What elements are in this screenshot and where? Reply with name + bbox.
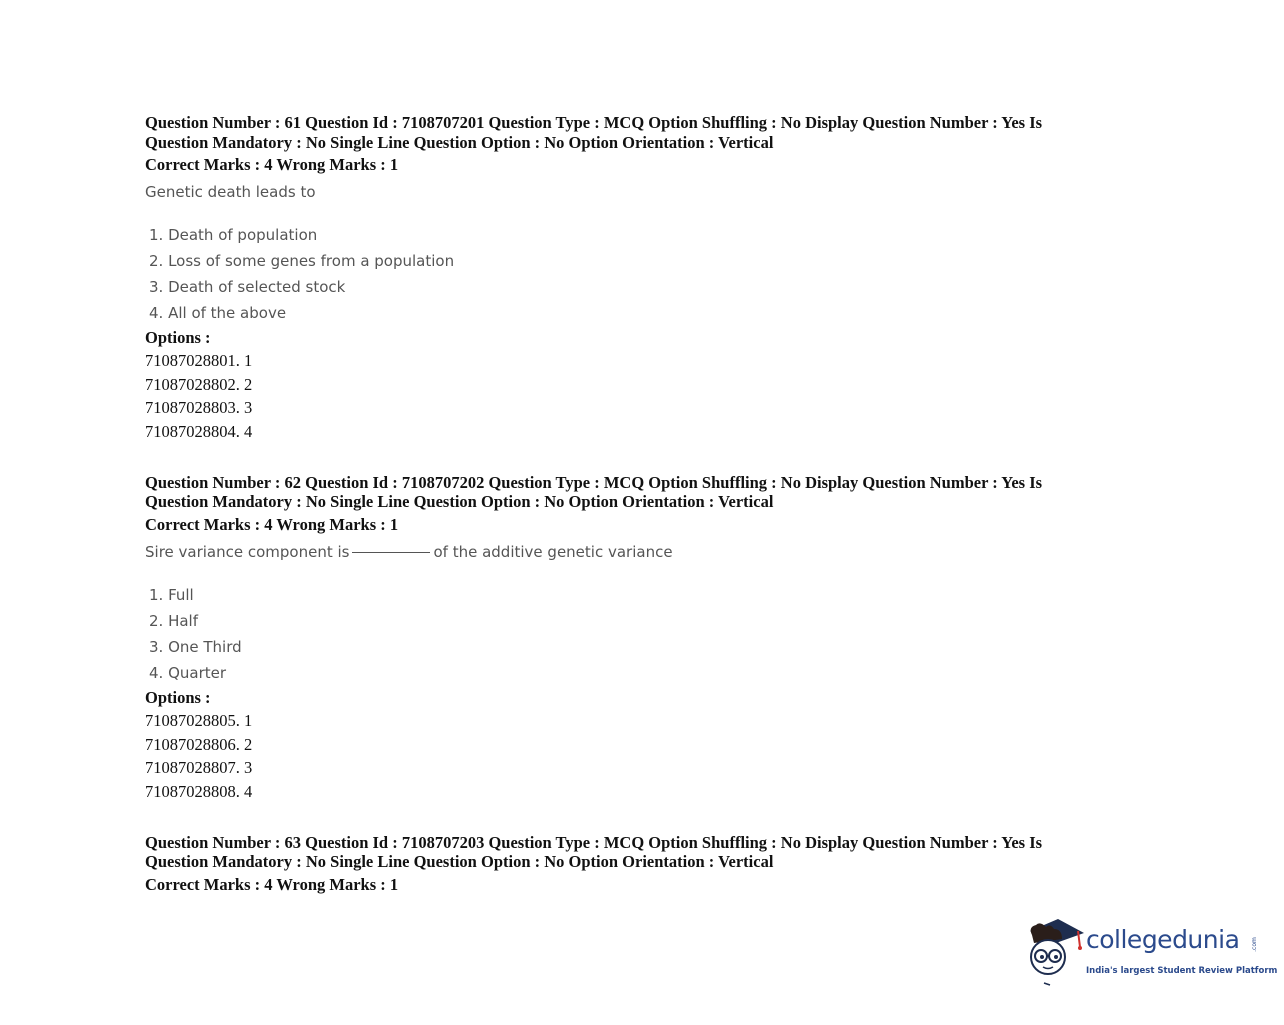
question-meta: Question Number : 62 Question Id : 7108707202 Question Type : MCQ Option Shuffling : No Display Question Number : Yes Is Question Mandatory : No Single Line Question Option : No Option Orientation : Vertical [145,472,1043,512]
question-62 [145,473,1105,804]
choice-item: 1. Full [149,585,194,604]
question-meta: Question Number : 63 Question Id : 7108707203 Question Type : MCQ Option Shuffling : No Display Question Number : Yes Is Question Mandatory : No Single Line Question Option : No Option Orientation : Vertical [145,832,1043,872]
option-id: 71087028805. 1 [145,710,253,730]
question-marks: Correct Marks : 4 Wrong Marks : 1 [145,514,399,534]
choice-item: 2. Half [149,611,198,630]
question-text-part: Genetic death leads to [145,183,316,201]
logo-suffix: .com [1250,937,1258,952]
fill-in-blank [352,552,430,553]
choice-item: 4. Quarter [149,663,227,682]
question-text-part: of the additive genetic variance [433,542,673,561]
option-id: 71087028806. 2 [145,734,253,754]
option-id: 71087028804. 4 [145,422,253,442]
question-text [145,541,1105,563]
options-heading: Options : [145,328,211,347]
logo-tagline: India's largest Student Review Platform [1086,966,1278,976]
option-id: 71087028808. 4 [145,781,253,801]
question-marks: Correct Marks : 4 Wrong Marks : 1 [145,155,399,174]
option-id: 71087028807. 3 [145,758,253,778]
choice-item: 4. All of the above [149,304,287,322]
option-id: 71087028801. 1 [145,351,253,370]
choice-item: 3. Death of selected stock [149,278,346,296]
logo-wordmark: collegedunia [1086,925,1240,954]
question-paper [145,113,1105,924]
option-id: 71087028802. 2 [145,374,253,394]
question-meta: Question Number : 61 Question Id : 7108707201 Question Type : MCQ Option Shuffling : No Display Question Number : Yes Is Question Mandatory : No Single Line Question Option : No Option Orientation : Vertical [145,113,1043,152]
question-text-part: Sire variance component is [145,542,350,561]
student-mascot-icon [1022,917,1086,989]
choice-list [145,222,1105,326]
choice-item: 3. One Third [149,637,242,656]
question-marks: Correct Marks : 4 Wrong Marks : 1 [145,874,399,894]
choice-item: 2. Loss of some genes from a population [149,252,455,270]
question-61 [145,113,1105,444]
choice-item: 1. Death of population [149,226,318,244]
options-heading: Options : [145,687,211,707]
choice-list [145,582,1105,686]
option-id: 71087028803. 3 [145,398,253,418]
option-id-list [145,349,1105,444]
question-text [145,181,1105,203]
question-63 [145,833,1105,895]
collegedunia-logo [1022,917,1278,989]
option-id-list [145,709,1105,804]
